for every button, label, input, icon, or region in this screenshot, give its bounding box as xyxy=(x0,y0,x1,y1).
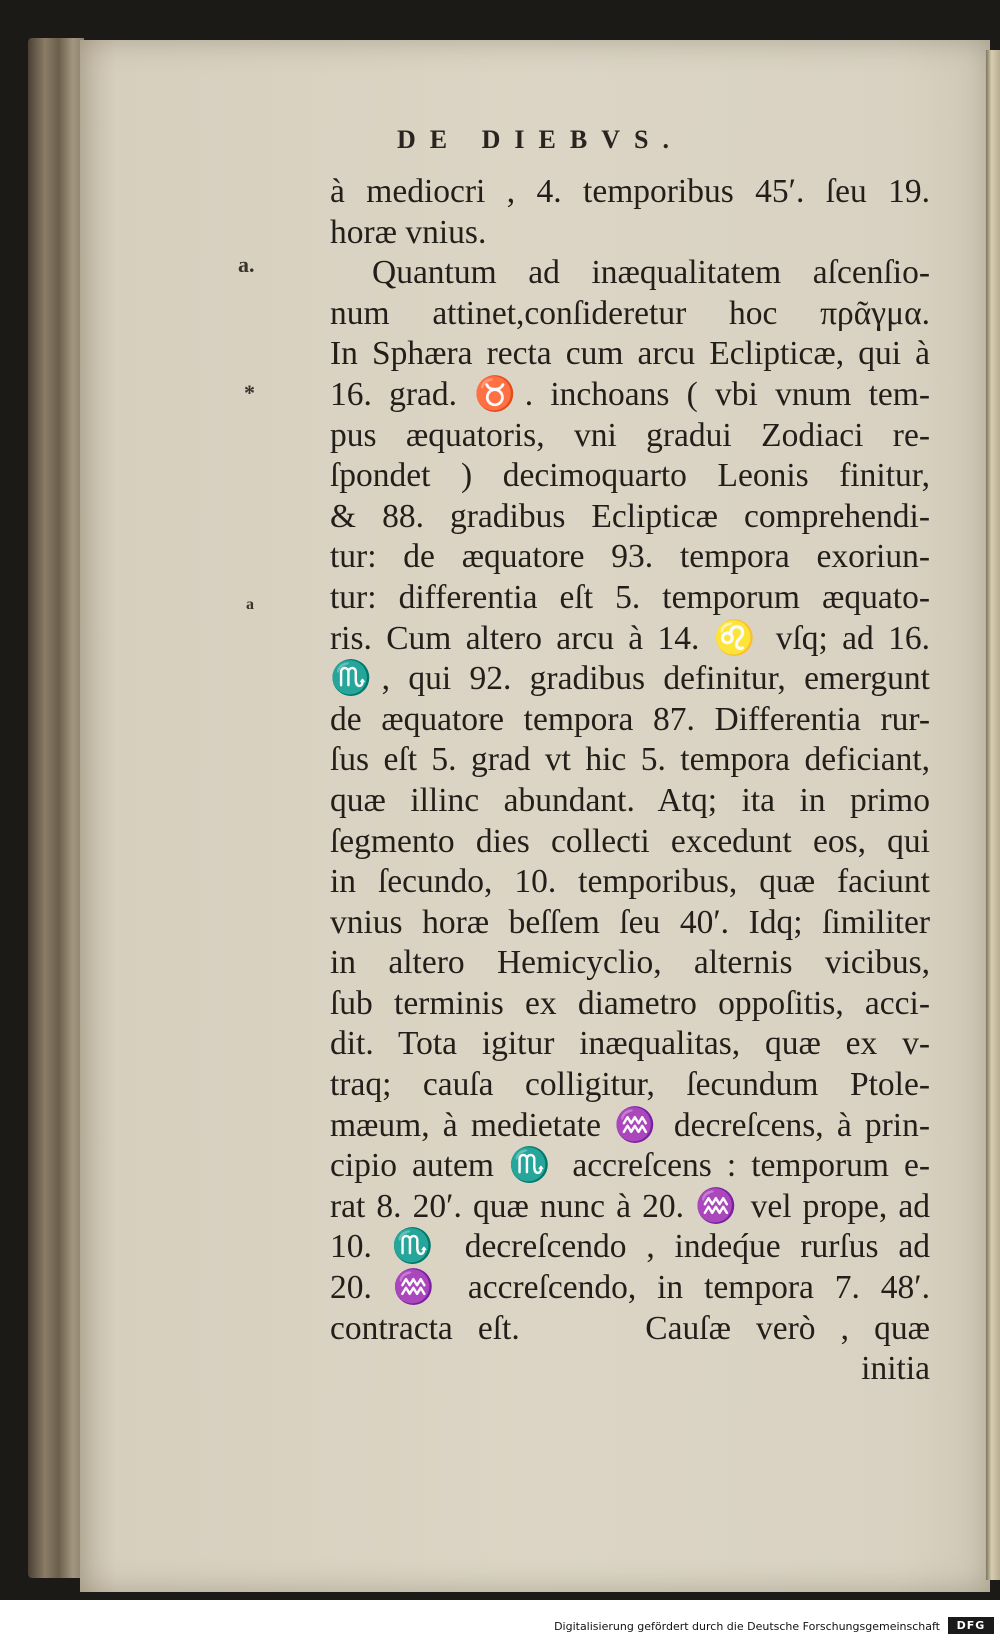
running-head: DE DIEBVS. xyxy=(397,125,683,154)
margin-mark: * xyxy=(244,380,255,405)
book-page-edge xyxy=(28,38,84,1578)
text-line: ſub terminis ex diametro oppoſitis, acci- xyxy=(330,984,930,1022)
text-line: in altero Hemicyclio, alternis vicibus, xyxy=(330,944,930,982)
text-line: quæ illinc abundant. Atq; ita in primo xyxy=(330,781,930,819)
text-line: à mediocri , 4. temporibus 45ʹ. ſeu 19. xyxy=(330,173,930,210)
text-line: dit. Tota igitur inæqualitas, quæ ex v- xyxy=(330,1025,930,1063)
book-right-edge xyxy=(986,50,1000,1580)
margin-mark: a xyxy=(246,596,254,613)
text-line: tur: de æquatore 93. tempora exoriun- xyxy=(330,538,930,576)
text-line: contracta eſt. Cauſæ verò , quæ xyxy=(330,1309,930,1347)
text-line: num attinet,conſideretur hoc πρᾶγμα. xyxy=(330,294,930,332)
text-line: pus æquatoris, vni gradui Zodiaci re- xyxy=(330,416,930,454)
text-line: ♏, qui 92. gradibus definitur, emergunt xyxy=(330,660,930,698)
catchword: initia xyxy=(861,1350,930,1388)
text-line: cipio autem ♏ accreſcens : temporum e- xyxy=(330,1147,930,1185)
body-text xyxy=(330,172,930,1390)
text-line: ſus eſt 5. grad vt hic 5. tempora deficiant, xyxy=(330,741,930,779)
text-line: Quantum ad inæqualitatem aſcenſio- xyxy=(372,254,930,292)
text-line: mæum, à medietate ♒ decreſcens, à prin- xyxy=(330,1106,930,1144)
text-line: in ſecundo, 10. temporibus, quæ faciunt xyxy=(330,863,930,901)
text-line: ſpondet ) decimoquarto Leonis finitur, xyxy=(330,457,930,495)
text-line: In Sphæra recta cum arcu Eclipticæ, qui à xyxy=(330,335,930,373)
text-line: horæ vnius. xyxy=(330,213,487,251)
text-line: traq; cauſa colligitur, ſecundum Ptole- xyxy=(330,1066,930,1104)
text-line: & 88. gradibus Eclipticæ comprehendi- xyxy=(330,497,930,535)
margin-mark: a. xyxy=(238,252,255,277)
dfg-logo: DFG xyxy=(948,1617,994,1634)
funding-credit: Digitalisierung gefördert durch die Deutsche Forschungsgemeinschaft xyxy=(554,1620,940,1633)
text-line: 10. ♏ decreſcendo , indeq́ue rurſus ad xyxy=(330,1228,930,1266)
text-line: ris. Cum altero arcu à 14. ♌ vſq; ad 16. xyxy=(330,619,930,657)
text-line: ſegmento dies collecti excedunt eos, qui xyxy=(330,822,930,860)
text-line: tur: differentia eſt 5. temporum æquato- xyxy=(330,578,930,616)
text-line: 16. grad. ♉. inchoans ( vbi vnum tem- xyxy=(330,375,930,413)
text-line: de æquatore tempora 87. Differentia rur- xyxy=(330,700,930,738)
text-line: rat 8. 20ʹ. quæ nunc à 20. ♒ vel prope, ad xyxy=(330,1187,930,1225)
text-line: vnius horæ beſſem ſeu 40ʹ. Idq; ſimiliter xyxy=(330,903,930,941)
text-line: 20. ♒ accreſcendo, in tempora 7. 48ʹ. xyxy=(330,1269,930,1307)
